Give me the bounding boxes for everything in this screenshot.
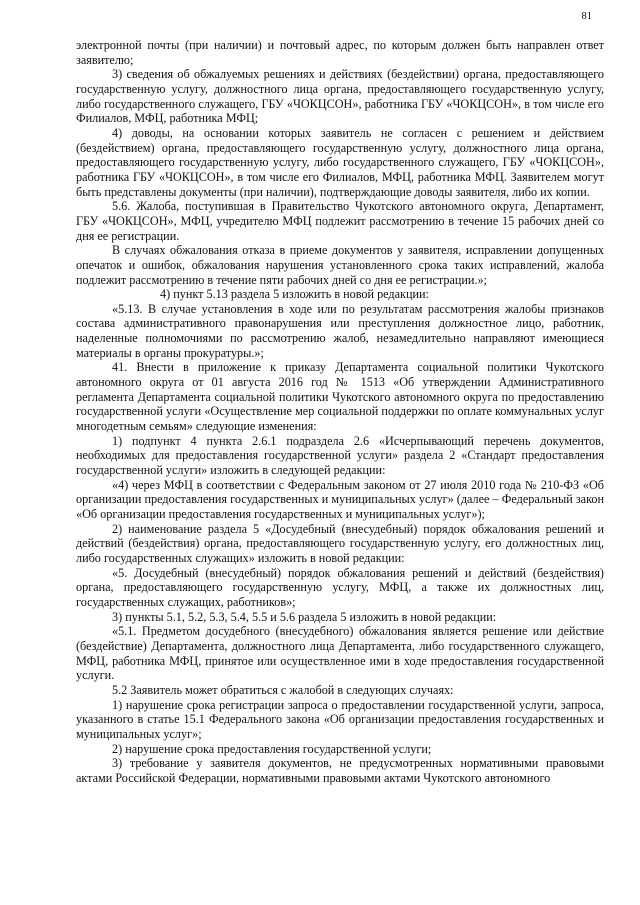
paragraph: 4) доводы, на основании которых заявитель не согласен с решением и действием (бездействием) органа, предоставляющего государственную услугу, должностного лица органа, предоставляющего государственную услугу, либо государственного служащего, ГБУ «ЧОКЦСОН», работника ГБУ «ЧОКЦСОН», в том числе его Филиалов, МФЦ, работника МФЦ. Заявителем могут быть представлены документы (при наличии), подтверждающие доводы заявителя, либо их копии.: [76, 125, 604, 199]
paragraph: 1) подпункт 4 пункта 2.6.1 подраздела 2.6 «Исчерпывающий перечень документов, необходимых для предоставления государственной услуги» раздела 2 «Стандарт предоставления государственной услуги» изложить в следующей редакции:: [76, 433, 604, 478]
paragraph: 3) требование у заявителя документов, не предусмотренных нормативными правовыми актами Российской Федерации, нормативными правовыми актами Чукотского автономного: [76, 756, 604, 785]
paragraph: «4) через МФЦ в соответствии с Федеральным законом от 27 июля 2010 года № 210-ФЗ «Об организации предоставления государственных и муниципальных услуг» (далее – Федеральный закон «Об организации предоставления государственных и муниципальных услуг»);: [76, 477, 604, 521]
paragraph: «5.13. В случае установления в ходе или по результатам рассмотрения жалобы признаков состава административного правонарушения или преступления должностное лицо, работник, наделенные полномочиями по рассмотрению жалоб, незамедлительно направляют имеющиеся материалы в органы прокуратуры.»;: [76, 301, 604, 360]
paragraph: 2) нарушение срока предоставления государственной услуги;: [112, 741, 432, 756]
document-body: [76, 38, 604, 785]
paragraph: 41. Внести в приложение к приказу Департамента социальной политики Чукотского автономного округа от 01 августа 2016 год № 1513 «Об утверждении Административного регламента Департамента социальной политики Чукотского автономного округа по предоставлению государственной услуги «Осуществление мер социальной поддержки по оплате коммунальных услуг многодетным семьям» следующие изменения:: [76, 360, 604, 434]
paragraph: 5.2 Заявитель может обратиться с жалобой в следующих случаях:: [112, 682, 454, 697]
paragraph: 4) пункт 5.13 раздела 5 изложить в новой редакции:: [160, 287, 429, 302]
paragraph: В случаях обжалования отказа в приеме документов у заявителя, исправлении допущенных опечаток и ошибок, обжалования нарушения установленного срока таких исправлений, жалоба подлежит рассмотрению в течение пяти рабочих дней со дня ее регистрации.»;: [76, 243, 604, 287]
paragraph: 1) нарушение срока регистрации запроса о предоставлении государственной услуги, запроса, указанного в статье 15.1 Федерального закона «Об организации предоставления государственных и муниципальных услуг»;: [76, 697, 604, 741]
paragraph: 3) пункты 5.1, 5.2, 5.3, 5.4, 5.5 и 5.6 раздела 5 изложить в новой редакции:: [112, 609, 497, 624]
paragraph: «5. Досудебный (внесудебный) порядок обжалования решений и действий (бездействия) органа, предоставляющего государственную услугу, МФЦ, а также их должностных лиц, государственных служащих, работников»;: [76, 565, 604, 609]
paragraph: электронной почты (при наличии) и почтовый адрес, по которым должен быть направлен ответ заявителю;: [76, 38, 604, 67]
paragraph: «5.1. Предметом досудебного (внесудебного) обжалования является решение или действие (бездействие) Департамента, должностного лица Департамента, либо государственного служащего, МФЦ, работника МФЦ, принятое или осуществленное ими в ходе предоставления государственной услуги.: [76, 624, 604, 683]
paragraph: 2) наименование раздела 5 «Досудебный (внесудебный) порядок обжалования решений и действий (бездействия) органа, предоставляющего государственную услугу, его должностных лиц, либо государственных служащих» изложить в новой редакции:: [76, 521, 604, 565]
paragraph: 3) сведения об обжалуемых решениях и действиях (бездействии) органа, предоставляющего государственную услугу, должностного лица органа, предоставляющего государственную услугу, либо государственного служащего, ГБУ «ЧОКЦСОН», работника ГБУ «ЧОКЦСОН», в том числе его Филиалов, МФЦ, работника МФЦ;: [76, 67, 604, 126]
paragraph: 5.6. Жалоба, поступившая в Правительство Чукотского автономного округа, Департамент, ГБУ «ЧОКЦСОН», МФЦ, учредителю МФЦ подлежит рассмотрению в течение 15 рабочих дней со дня ее регистрации.: [76, 199, 604, 243]
page-number: 81: [581, 11, 592, 22]
